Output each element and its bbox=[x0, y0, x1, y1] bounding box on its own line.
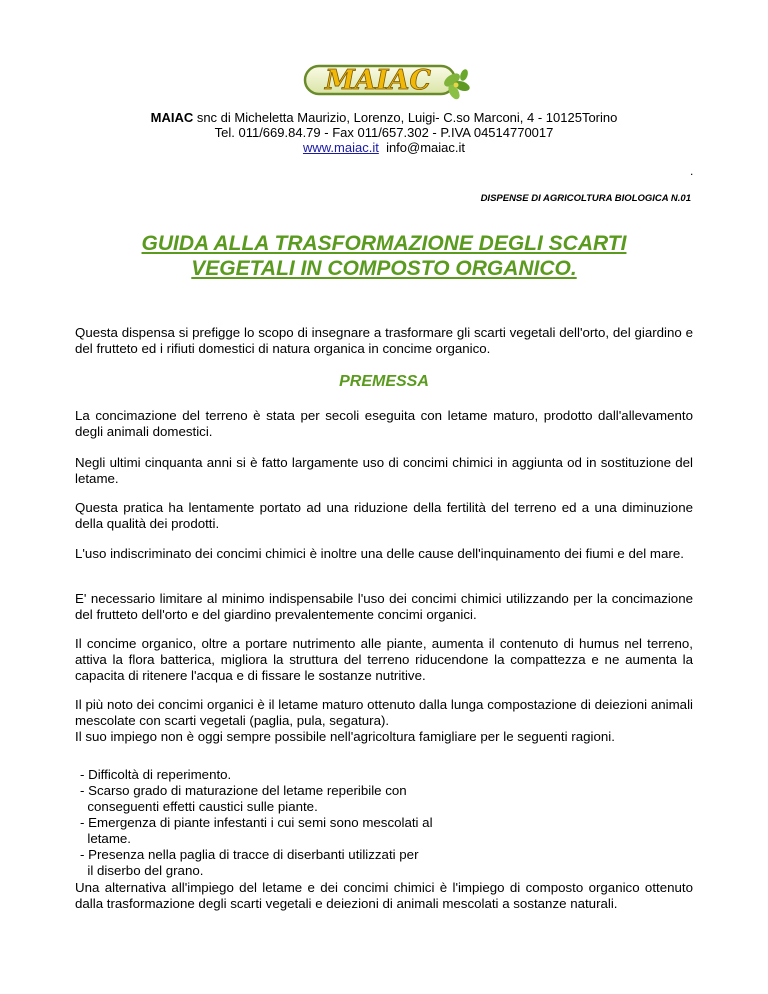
paragraph-5-block bbox=[75, 591, 693, 623]
company-line bbox=[0, 110, 768, 125]
paragraph-1-block bbox=[75, 408, 693, 440]
title-line-2: VEGETALI IN COMPOSTO ORGANICO. bbox=[191, 257, 577, 280]
maiac-logo bbox=[302, 58, 474, 110]
body-paragraph: Negli ultimi cinquanta anni si è fatto largamente uso di concimi chimici in aggiunta od in sostituzione del letame. bbox=[75, 455, 693, 486]
marker-dot: . bbox=[690, 164, 694, 178]
list-item: letame. bbox=[80, 831, 131, 846]
closing-paragraph: Una alternativa all'impiego del letame e dei concimi chimici è l'impiego di composto organico ottenuto dalla trasformazione degli scarti vegetali e deiezioni di animali mescolati a sostanze naturali. bbox=[75, 880, 693, 911]
body-paragraph: Il concime organico, oltre a portare nutrimento alle piante, aumenta il contenuto di humus nel terreno, attiva la flora batterica, migliora la struttura del terreno riducendone la compattezza e ne aumenta la capacita di ritenere l'acqua e di fissare le sostanze nutritive. bbox=[75, 636, 693, 683]
intro-paragraph-block bbox=[75, 325, 693, 357]
series-label: DISPENSE DI AGRICOLTURA BIOLOGICA N.01 bbox=[480, 193, 691, 204]
letame-paragraph: Il più noto dei concimi organici è il letame maturo ottenuto dalla lunga compostazione di deiezioni animali mescolate con scarti vegetali (paglia, pula, segatura). bbox=[75, 697, 693, 728]
body-paragraph: La concimazione del terreno è stata per secoli eseguita con letame maturo, prodotto dall'allevamento degli animali domestici. bbox=[75, 408, 693, 439]
contacts-line: Tel. 011/669.84.79 - Fax 011/657.302 - P.IVA 04514770017 bbox=[214, 125, 554, 140]
closing-paragraph-block bbox=[75, 880, 693, 912]
company-name: MAIAC bbox=[150, 110, 194, 125]
company-header bbox=[0, 110, 768, 155]
section-heading: PREMESSA bbox=[339, 373, 429, 390]
website-link[interactable]: www.maiac.it bbox=[302, 140, 379, 155]
paragraph-4-block bbox=[75, 546, 693, 562]
paragraph-2-block bbox=[75, 455, 693, 487]
list-item: - Presenza nella paglia di tracce di diserbanti utilizzati per bbox=[80, 847, 419, 862]
letame-paragraph-reasons-intro: Il suo impiego non è oggi sempre possibile nell'agricoltura famigliare per le seguenti ragioni. bbox=[75, 729, 615, 744]
list-item: - Emergenza di piante infestanti i cui semi sono mescolati al bbox=[80, 815, 433, 830]
body-paragraph: Questa pratica ha lentamente portato ad una riduzione della fertilità del terreno ed a una diminuzione della qualità dei prodotti. bbox=[75, 500, 693, 531]
document-title bbox=[0, 231, 768, 281]
email-text: info@maiac.it bbox=[386, 140, 466, 155]
paragraph-3-block bbox=[75, 500, 693, 532]
body-paragraph: L'uso indiscriminato dei concimi chimici è inoltre una delle cause dell'inquinamento dei fiumi e del mare. bbox=[75, 546, 684, 561]
logo-text: MAIAC bbox=[325, 65, 431, 96]
list-item: - Difficoltà di reperimento. bbox=[80, 767, 232, 782]
web-line bbox=[0, 140, 768, 155]
paragraph-7-block bbox=[75, 697, 693, 745]
list-item: conseguenti effetti caustici sulle piante. bbox=[80, 799, 318, 814]
paragraph-6-block bbox=[75, 636, 693, 684]
reasons-list bbox=[80, 767, 433, 879]
list-item: il diserbo del grano. bbox=[80, 863, 204, 878]
list-item: - Scarso grado di maturazione del letame reperibile con bbox=[80, 783, 407, 798]
company-details: snc di Micheletta Maurizio, Lorenzo, Luigi- C.so Marconi, 4 - 10125Torino bbox=[193, 110, 618, 125]
maiac-logo-graphic bbox=[302, 58, 474, 110]
body-paragraph: E' necessario limitare al minimo indispensabile l'uso dei concimi chimici utilizzando per la concimazione del frutteto dell'orto e del giardino prevalentemente concimi organici. bbox=[75, 591, 693, 622]
intro-paragraph: Questa dispensa si prefigge lo scopo di insegnare a trasformare gli scarti vegetali dell'orto, del giardino e del frutteto ed i rifiuti domestici di natura organica in concime organico. bbox=[75, 325, 693, 356]
title-line-1: GUIDA ALLA TRASFORMAZIONE DEGLI SCARTI bbox=[141, 232, 627, 255]
